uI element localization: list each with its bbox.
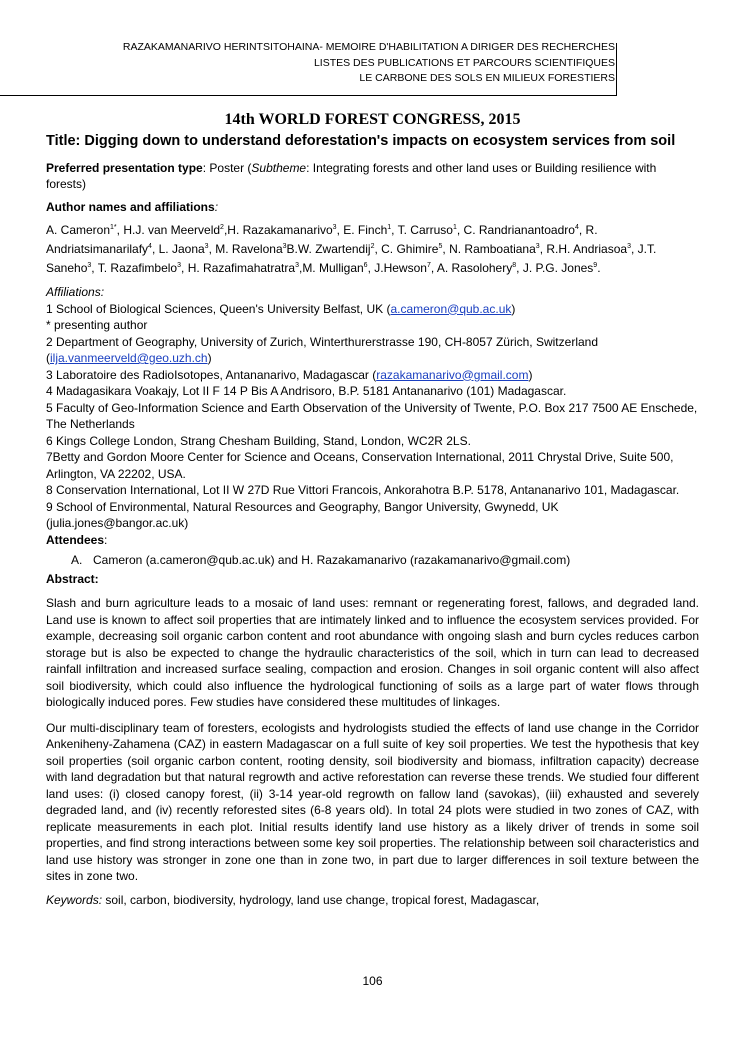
page-content	[46, 112, 699, 914]
email-link-vanmeerveld[interactable]: ilja.vanmeerveld@geo.uzh.ch	[50, 351, 208, 365]
abstract-heading: Abstract:	[46, 571, 99, 586]
affiliations-block	[46, 284, 699, 532]
author-affiliation-marker: 1*	[110, 224, 117, 231]
author-name: R.H. Andriasoa	[546, 242, 628, 256]
author-separator: ,	[374, 242, 382, 256]
affiliation-3-text: 3 Laboratoire des RadioIsotopes, Antananarivo, Madagascar (	[46, 367, 377, 382]
author-name: N. Ramboatiana	[449, 242, 536, 256]
author-affiliation-marker: 3	[295, 262, 299, 269]
author-name: H.J. van Meerveld	[123, 223, 221, 237]
paper-title: Title: Digging down to understand deforestation's impacts on ecosystem services from soil	[46, 132, 676, 149]
affiliation-5: 5 Faculty of Geo-Information Science and Earth Observation of the University of Twente, P.O. Box 217 7500 AE Enschede, The Netherlands	[46, 400, 698, 431]
affiliation-7: 7Betty and Gordon Moore Center for Science and Oceans, Conservation International, 2011 Chrystal Drive, Suite 500, Arlington, VA 22202, USA.	[46, 450, 674, 481]
author-separator: ,	[208, 242, 216, 256]
header-line-3: LE CARBONE DES SOLS EN MILIEUX FORESTIERS	[359, 72, 615, 84]
author-separator: ,	[91, 261, 98, 275]
authors-heading-colon: :	[214, 199, 219, 214]
affiliation-1	[46, 301, 699, 318]
author-separator: ,	[116, 223, 124, 237]
affiliation-2-end: )	[207, 351, 212, 365]
author-affiliation-marker: 7	[426, 262, 431, 269]
author-name: A. Cameron	[46, 223, 111, 237]
presentation-value: : Poster (	[202, 160, 252, 175]
header-line-1: RAZAKAMANARIVO HERINTSITOHAINA- MEMOIRE D'HABILITATION A DIRIGER DES RECHERCHES	[122, 41, 615, 53]
affiliations-heading-label: Affiliations:	[46, 285, 105, 299]
author-separator: ,	[430, 261, 437, 275]
author-separator: ,	[516, 261, 523, 275]
author-affiliation-marker: 2	[220, 224, 224, 231]
header-vertical-rule	[616, 43, 617, 95]
subtheme-value: : Integrating forests and other land uses or Building resilience with forests)	[46, 160, 657, 191]
author-affiliation-marker: 4	[148, 243, 152, 250]
author-name: J.Hewson	[374, 261, 427, 275]
author-separator: ,	[223, 223, 228, 237]
affiliation-6: 6 Kings College London, Strang Chesham Building, Stand, London, WC2R 2LS.	[46, 433, 471, 448]
affiliation-2-text: 2 Department of Geography, University of Zurich, Winterthurerstrasse 190, CH-8057 Zürich, Switzerland (	[46, 334, 598, 365]
author-affiliation-marker: 1	[452, 224, 457, 231]
header-bottom-rule	[0, 95, 617, 96]
keywords-label: Keywords:	[46, 892, 103, 907]
author-name: T. Carruso	[397, 223, 453, 237]
abstract-paragraph-2: Our multi-disciplinary team of foresters, ecologists and hydrologists studied the effects of land use change in the Corridor Ankeniheny-Zahamena (CAZ) in eastern Madagascar on a full suite of key soil properties. We test the hypothesis that key soil properties (soil organic carbon content, rooting density, soil biodiversity and biomass, infiltration capacity) decrease with land degradation but that natural regrowth and active reforestation can reverse these trends. We studied four different land uses: (i) closed canopy forest, (ii) 3-14 year-old regrowth on fallow land (savokas), (iii) exhausted and severely degraded land, and (iv) recently reforested sites (6-8 years old). In total 24 plots were studied in two zones of CAZ, with replicate measurements in each plot. Initial results identify land use history as a likely driver of trends in some soil properties, and find strong interactions between some key soil properties. The relationship between soil characteristics and land use history was stronger in zone one than in zone two, in part due to larger differences in soil texture between the sites in zone two.	[46, 720, 699, 883]
email-link-razakamanarivo[interactable]: razakamanarivo@gmail.com	[376, 367, 529, 382]
author-separator: ,	[181, 261, 188, 275]
affiliation-9: 9 School of Environmental, Natural Resources and Geography, Bangor University, Gwynedd, UK (julia.jones@bangor.ac.uk)	[46, 499, 559, 530]
affiliations-heading	[46, 284, 699, 301]
author-name: J. P.G. Jones	[522, 261, 594, 275]
presenting-author-note: * presenting author	[46, 318, 148, 332]
author-affiliation-marker: 3	[282, 243, 287, 250]
attendees-list	[46, 552, 699, 569]
email-link-cameron[interactable]: a.cameron@qub.ac.uk	[390, 301, 512, 316]
author-name: E. Finch	[343, 223, 388, 237]
attendees-text: Cameron (a.cameron@qub.ac.uk) and H. Razakamanarivo (razakamanarivo@gmail.com)	[93, 553, 571, 567]
author-name: M. Mulligan	[302, 261, 364, 275]
author-affiliation-marker: 5	[438, 243, 443, 250]
author-affiliation-marker: 3	[177, 262, 182, 269]
running-header	[123, 40, 615, 87]
author-name: H. Razakamanarivo	[227, 223, 333, 237]
author-separator: ,	[456, 223, 464, 237]
attendees-heading	[46, 532, 699, 549]
author-affiliation-marker: 3	[332, 224, 337, 231]
presentation-label: Preferred presentation type	[46, 160, 203, 175]
author-separator: ,	[298, 261, 303, 275]
author-name: R. Andriatsimanarilafy	[46, 223, 598, 256]
congress-title: 14th WORLD FOREST CONGRESS, 2015	[224, 111, 521, 128]
presentation-type	[46, 160, 699, 193]
author-separator: .	[597, 261, 601, 275]
affiliation-1-end: )	[511, 301, 516, 316]
author-separator: ,	[578, 223, 586, 237]
author-separator: ,	[539, 242, 547, 256]
author-affiliation-marker: 9	[593, 262, 598, 269]
author-name: L. Jaona	[158, 242, 205, 256]
author-name: M. Ravelona	[215, 242, 283, 256]
author-affiliation-marker: 6	[363, 262, 368, 269]
authors-heading	[46, 199, 699, 216]
abstract-paragraph-1: Slash and burn agriculture leads to a mosaic of land uses: remnant or regenerating forest, fallows, and degraded land. Land use is known to affect soil properties that are intimately linked and to influence the ecosystem services provided. For example, decreasing soil organic carbon content and root abundance with ongoing slash and burn cycles reduces carbon storage but is also be expected to change the hydraulic characteristics of the soil, which in turn can lead to decreased rainfall infiltration and increased surface sealing, compaction and erosion. Changes in soil organic content will also affect soil biodiversity, which could also influence the hydrological functioning of soils as a large part of water flows through biologically induced pores. Few studies have considered these multitudes of linkages.	[46, 596, 699, 709]
author-affiliation-marker: 3	[204, 243, 209, 250]
keywords	[46, 892, 699, 909]
author-name: C. Randrianantoadro	[463, 223, 575, 237]
author-list	[46, 221, 699, 278]
attendees-heading-label: Attendees	[46, 532, 105, 547]
author-name: B.W. Zwartendij	[286, 242, 371, 256]
affiliation-4: 4 Madagasikara Voakajy, Lot II F 14 P Bis A Andrisoro, B.P. 5181 Antananarivo (101) Madagascar.	[46, 384, 567, 398]
author-affiliation-marker: 4	[574, 224, 579, 231]
author-name: A. Rasolohery	[436, 261, 513, 275]
author-affiliation-marker: 3	[87, 262, 92, 269]
author-separator: ,	[151, 242, 159, 256]
author-separator: ,	[336, 223, 344, 237]
affiliation-3-end: )	[528, 367, 533, 382]
affiliation-2	[46, 334, 699, 367]
subtheme-label: Subtheme	[251, 160, 307, 175]
header-line-2: LISTES DES PUBLICATIONS ET PARCOURS SCIENTIFIQUES	[313, 56, 615, 69]
author-affiliation-marker: 8	[512, 262, 517, 269]
author-affiliation-marker: 3	[535, 243, 540, 250]
page-number: 106	[362, 974, 383, 988]
keywords-text: soil, carbon, biodiversity, hydrology, land use change, tropical forest, Madagascar,	[102, 892, 540, 907]
author-affiliation-marker: 1	[387, 224, 392, 231]
author-separator: ,	[391, 223, 398, 237]
authors-heading-label: Author names and affiliations	[46, 199, 215, 214]
author-name: H. Razafimahatratra	[187, 261, 296, 275]
affiliation-3	[46, 367, 699, 384]
author-separator: ,	[367, 261, 375, 275]
author-name: T. Razafimbelo	[97, 261, 178, 275]
author-name: J.T. Saneho	[46, 242, 657, 275]
author-separator: ,	[442, 242, 450, 256]
author-affiliation-marker: 2	[370, 243, 375, 250]
affiliation-1-text: 1 School of Biological Sciences, Queen's University Belfast, UK (	[46, 301, 391, 316]
attendees-marker: A.	[71, 553, 83, 567]
author-affiliation-marker: 3	[627, 243, 631, 250]
affiliation-8: 8 Conservation International, Lot II W 27D Rue Vittori Francois, Ankorahotra B.P. 5178, Antananarivo 101, Madagascar.	[46, 483, 680, 497]
author-name: C. Ghimire	[381, 242, 439, 256]
author-separator: ,	[630, 242, 638, 256]
attendees-heading-colon: :	[104, 532, 108, 547]
